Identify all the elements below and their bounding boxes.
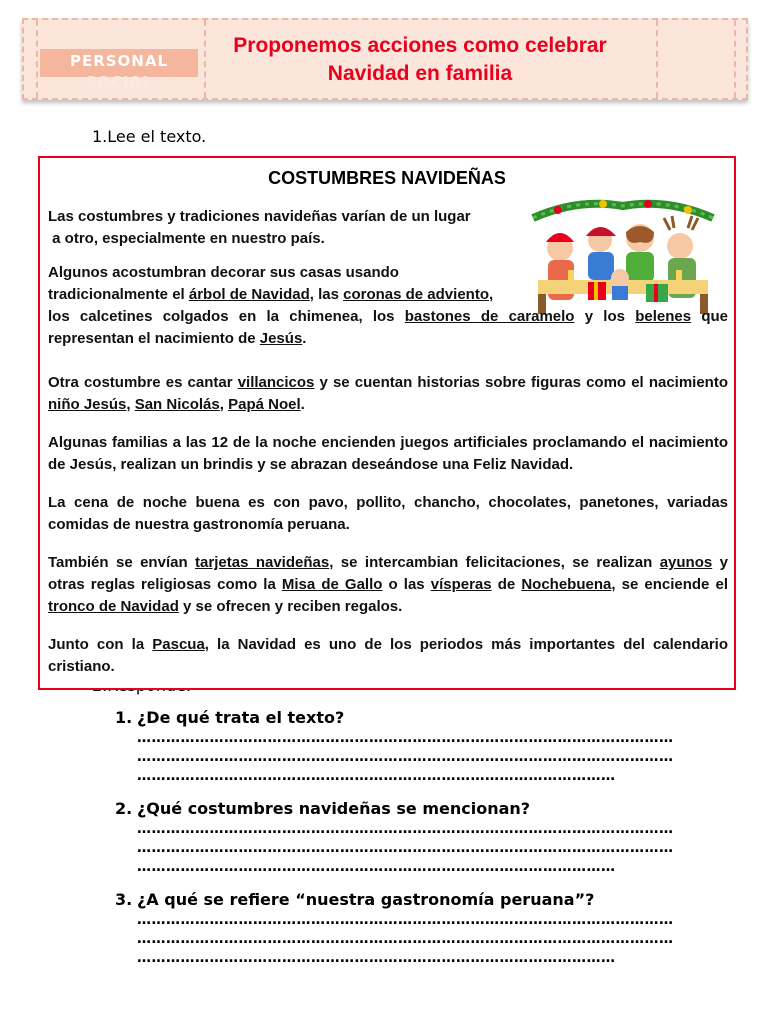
link-ayunos[interactable]: ayunos <box>659 554 713 571</box>
answer-line[interactable]: ………………………………………………………………………………………………… <box>137 730 674 746</box>
question-number: 2. <box>115 799 133 818</box>
paragraph-1 <box>48 206 493 250</box>
question-text <box>115 889 715 911</box>
banner-divider <box>36 20 38 98</box>
text-run: , se intercambian felicitaciones, se realizan <box>329 554 660 571</box>
text-run: y los <box>574 308 636 325</box>
text-run: , <box>126 396 135 413</box>
text-run: , <box>219 396 229 413</box>
question-number: 3. <box>115 890 133 909</box>
text-run: y se cuentan historias sobre figuras como el nacimiento <box>314 374 729 391</box>
banner-divider <box>204 20 206 98</box>
text-run: Otra costumbre es cantar <box>48 374 238 391</box>
paragraph-5: La cena de noche buena es con pavo, pollito, chancho, chocolates, panetones, variadas comidas de nuestra gastronomía peruana. <box>48 494 728 533</box>
answer-line[interactable]: ……………………………………………………………………………………… <box>137 768 616 784</box>
question-text <box>115 707 715 729</box>
text-run: También se envían <box>48 554 196 571</box>
link-belenes[interactable]: belenes <box>635 308 692 325</box>
answer-line[interactable]: ………………………………………………………………………………………………… <box>137 931 674 947</box>
answer-line[interactable]: ………………………………………………………………………………………………… <box>137 821 674 837</box>
question-label: ¿De qué trata el texto? <box>137 708 345 727</box>
question-number: 1. <box>115 708 133 727</box>
question-text <box>115 798 715 820</box>
paragraph-2 <box>48 262 728 350</box>
question-item <box>115 889 715 968</box>
badge-overflow-label: SOCIAL <box>85 73 153 91</box>
link-misa-de-gallo[interactable]: Misa de Gallo <box>281 576 383 593</box>
question-label: ¿A qué se refiere “nuestra gastronomía peruana”? <box>137 890 595 909</box>
link-visperas[interactable]: vísperas <box>430 576 492 593</box>
link-arbol-de-navidad[interactable]: árbol de Navidad <box>188 286 310 303</box>
question-label: ¿Qué costumbres navideñas se mencionan? <box>137 799 531 818</box>
text-run: . <box>300 396 305 413</box>
text-run: , se enciende el <box>611 576 729 593</box>
link-villancicos[interactable]: villancicos <box>237 374 315 391</box>
text-run: de <box>491 576 522 593</box>
link-papa-noel[interactable]: Papá Noel <box>228 396 301 413</box>
reading-box <box>38 156 736 690</box>
answer-line[interactable]: ………………………………………………………………………………………………… <box>137 912 674 928</box>
paragraph-1-line-1: Las costumbres y tradiciones navideñas varían de un lugar <box>48 208 471 225</box>
title-line-1: Proponemos acciones como celebrar <box>233 34 607 57</box>
link-nino-jesus[interactable]: niño Jesús <box>48 396 127 413</box>
text-run: , la Navidad es uno de los periodos más importantes del calendario cristiano. <box>48 636 728 675</box>
link-pascua[interactable]: Pascua <box>152 636 205 653</box>
page-title <box>210 32 630 88</box>
paragraph-6 <box>48 552 728 618</box>
questions-list <box>115 707 715 980</box>
link-coronas-de-adviento[interactable]: coronas de adviento <box>343 286 489 303</box>
answer-line[interactable]: ………………………………………………………………………………………………… <box>137 840 674 856</box>
text-run: los calcetines colgados en la chimenea, los <box>48 308 405 325</box>
paragraph-1-line-2: a otro, especialmente en nuestro país. <box>48 230 325 247</box>
text-run: , las <box>309 286 344 303</box>
step-read-label: 1.Lee el texto. <box>92 127 207 146</box>
text-run: Junto con la <box>48 636 153 653</box>
answer-line[interactable]: ……………………………………………………………………………………… <box>137 859 616 875</box>
text-run: o las <box>382 576 431 593</box>
paragraph-2-line-1: Algunos acostumbran decorar sus casas usando <box>48 264 399 281</box>
reading-title: COSTUMBRES NAVIDEÑAS <box>268 168 506 188</box>
banner-divider <box>734 20 736 98</box>
answer-line[interactable]: ………………………………………………………………………………………………… <box>137 749 674 765</box>
text-run: , <box>488 286 494 303</box>
link-tronco-de-navidad[interactable]: tronco de Navidad <box>48 598 179 615</box>
text-run: que representan el nacimiento de <box>48 308 728 347</box>
text-run: . <box>302 330 307 347</box>
answer-line[interactable]: ……………………………………………………………………………………… <box>137 950 616 966</box>
badge-label: PERSONAL <box>69 52 169 70</box>
link-san-nicolas[interactable]: San Nicolás <box>134 396 220 413</box>
area-badge <box>40 49 198 91</box>
link-bastones-de-caramelo[interactable]: bastones de caramelo <box>404 308 575 325</box>
title-line-2: Navidad en familia <box>327 62 513 85</box>
paragraph-2-line-2 <box>48 284 728 306</box>
paragraph-4: Algunas familias a las 12 de la noche encienden juegos artificiales proclamando el nacimiento de Jesús, realizan un brindis y se abrazan deseándose una Feliz Navidad. <box>48 434 728 473</box>
paragraph-3 <box>48 372 728 416</box>
paragraph-2-line-3 <box>48 306 728 350</box>
question-item <box>115 798 715 877</box>
link-jesus[interactable]: Jesús <box>259 330 303 347</box>
text-run: y otras reglas religiosas como la <box>48 554 728 593</box>
paragraph-7 <box>48 634 728 678</box>
question-item <box>115 707 715 786</box>
link-nochebuena[interactable]: Nochebuena <box>521 576 612 593</box>
link-tarjetas-navidenas[interactable]: tarjetas navideñas <box>195 554 330 571</box>
text-run: y se ofrecen y reciben regalos. <box>178 598 403 615</box>
banner-divider <box>656 20 658 98</box>
text-run: tradicionalmente el <box>48 286 189 303</box>
